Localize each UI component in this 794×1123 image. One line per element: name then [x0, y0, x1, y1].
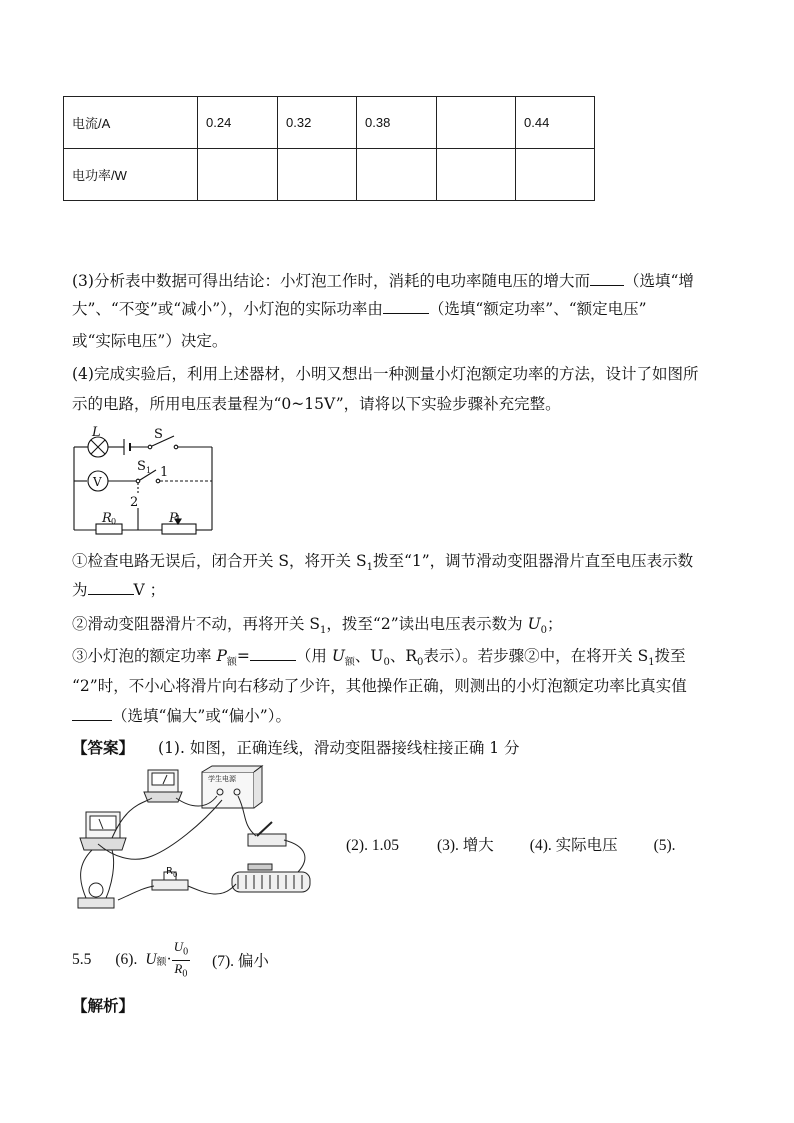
lamp-icon [78, 898, 114, 908]
answer-blank [383, 299, 429, 314]
table-cell [278, 149, 357, 201]
pos1-label: 1 [160, 465, 169, 480]
svg-text:1: 1 [146, 466, 152, 475]
data-table [63, 96, 595, 201]
circuit-diagram [66, 424, 222, 536]
step3-line-2: “2”时，不小心将滑片向右移动了少许，其他操作正确，则测出的小灯泡额定功率比真实值 [72, 677, 687, 695]
slider-label: P [169, 511, 178, 526]
table-cell: 0.44 [516, 97, 595, 149]
row-label: 电流/A [64, 97, 198, 149]
step3-line-1: ③小灯泡的额定功率 $P_额=$ （用 $U_额$、$U_0$、$R_0$表示）。若步骤②中，在将开关 $S_1$拨至 [72, 647, 686, 669]
table-cell: 0.24 [198, 97, 278, 149]
rheostat-icon [232, 872, 310, 892]
svg-text:学生电源: 学生电源 [208, 775, 236, 783]
step2-line: ②滑动变阻器滑片不动，再将开关 $S_1$，拨至“2”读出电压表示数为 $U_0$； [72, 615, 563, 637]
row-label: 电功率/W [64, 149, 198, 201]
table-cell [437, 149, 516, 201]
switch-s1-label: S [137, 459, 146, 474]
q4-line-2: 示的电路，所用电压表量程为“0~15V”，请将以下实验步骤补充完整。 [72, 395, 561, 413]
apparatus-photo [72, 764, 338, 924]
fraction: $\frac{U_0}{R_0}$ [173, 938, 189, 980]
q3-line-1: (3)分析表中数据可得出结论：小灯泡工作时，消耗的电功率随电压的增大而 （选填“增 [72, 272, 694, 290]
resistor-icon [152, 880, 188, 890]
table-cell: 0.38 [357, 97, 437, 149]
answer-blank [590, 271, 624, 286]
pos2-label: 2 [130, 495, 139, 510]
answer-line-3: 5.5 (6). U 额 · $\frac{U_0}{R_0}$ (7). 偏小 [72, 938, 269, 980]
table-row [64, 97, 595, 149]
answer-line-2: (2). 1.05 (3). 增大 (4). 实际电压 (5). [346, 837, 676, 854]
step3-line-3: （选填“偏大”或“偏小”）。 [72, 706, 291, 726]
answer-line-1: 【答案】 (1). 如图，正确连线，滑动变阻器接线柱接正确 1 分 [72, 738, 520, 757]
table-cell [437, 97, 516, 149]
answer-label: 【答案】 [72, 738, 135, 757]
q4-line-1: (4)完成实验后，利用上述器材，小明又想出一种测量小灯泡额定功率的方法，设计了如图所 [72, 365, 699, 383]
q3-line-3: 或“实际电压”）决定。 [72, 332, 228, 350]
svg-text:0: 0 [111, 517, 117, 526]
voltmeter-label: V [93, 475, 102, 489]
switch-icon [248, 834, 286, 846]
resistor-label: R [102, 511, 112, 526]
lamp-label: L [92, 425, 101, 440]
step1-line-1: ①检查电路无误后，闭合开关 S，将开关 $S_1$拨至“1”，调节滑动变阻器滑片直至电压表示数 [72, 552, 694, 574]
table-cell [357, 149, 437, 201]
table-cell [198, 149, 278, 201]
switch-s-label: S [154, 427, 163, 442]
svg-text:0: 0 [173, 871, 178, 879]
answer-blank [88, 580, 134, 595]
rheostat-icon [162, 524, 196, 534]
svg-text:R: R [166, 866, 173, 877]
answer-blank [250, 646, 296, 661]
table-row [64, 149, 595, 201]
answer-blank [72, 706, 112, 721]
step1-line-2: 为 V ； [72, 581, 166, 599]
q3-line-2: 大”、“不变”或“减小”），小灯泡的实际功率由 （选填“额定功率”、“额定电压” [72, 300, 647, 318]
analysis-label: 【解析】 [72, 996, 135, 1015]
table-cell: 0.32 [278, 97, 357, 149]
table-cell [516, 149, 595, 201]
